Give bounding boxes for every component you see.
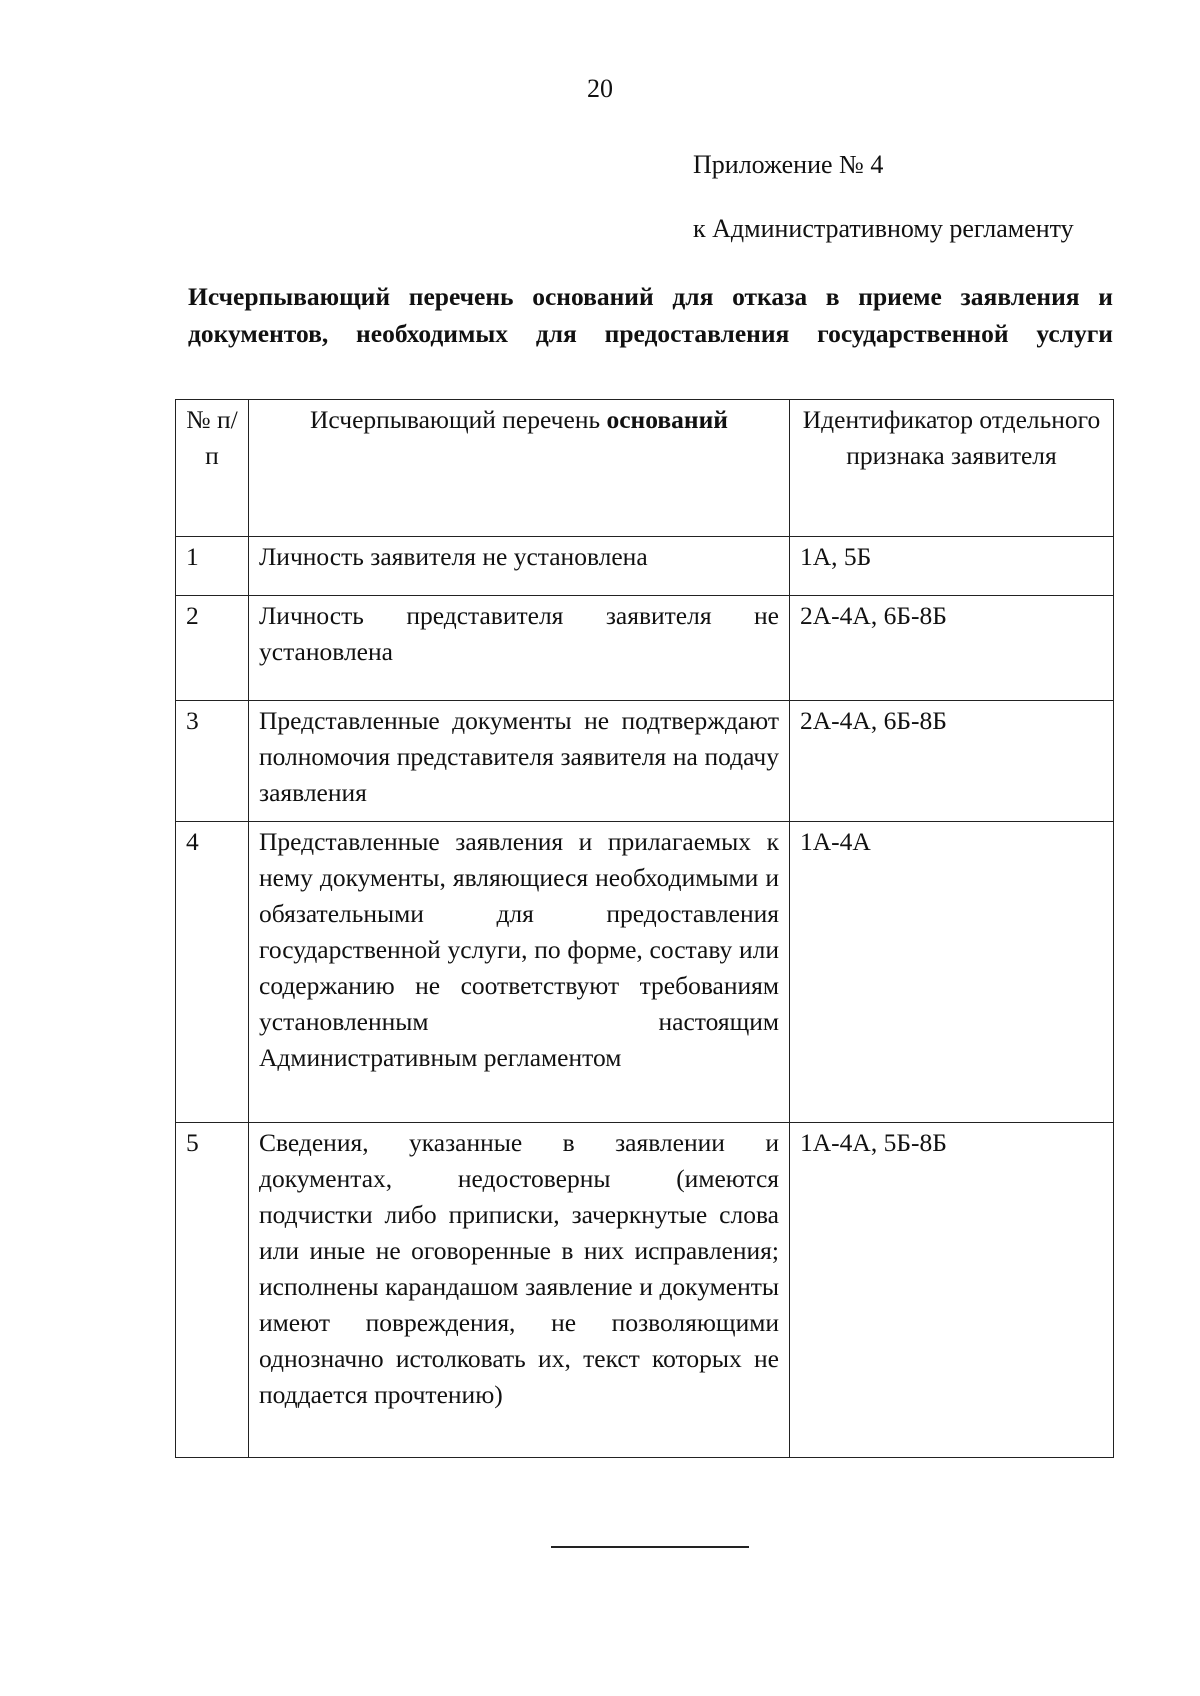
row-ground: Представленные заявления и прилагаемых к нему документы, являющиеся необходимыми и обязательными для предоставления государственной услуги, по форме, составу или содержанию не соответствуют требованиям установленным настоящим Административным регламентом <box>249 822 790 1123</box>
end-separator-line <box>551 1546 749 1548</box>
table-header-row <box>176 400 1114 537</box>
document-title: Исчерпывающий перечень оснований для отказа в приеме заявления и документов, необходимых для предоставления государственной услуги <box>188 282 1113 348</box>
row-ground: Личность заявителя не установлена <box>249 537 790 596</box>
header-ground-prefix: Исчерпывающий перечень <box>310 405 607 434</box>
row-number: 1 <box>176 537 249 596</box>
appendix-label: Приложение № 4 <box>693 150 884 179</box>
header-identifier: Идентификатор отдельного признака заявителя <box>790 400 1114 537</box>
row-identifier: 2А-4А, 6Б-8Б <box>790 701 1114 822</box>
table-row <box>176 822 1114 1123</box>
header-number: № п/п <box>176 400 249 537</box>
header-ground <box>249 400 790 537</box>
table-row <box>176 701 1114 822</box>
row-ground: Представленные документы не подтверждают полномочия представителя заявителя на подачу заявления <box>249 701 790 822</box>
grounds-table <box>175 399 1114 1458</box>
row-identifier: 1А-4А <box>790 822 1114 1123</box>
header-ground-bold: оснований <box>606 405 728 434</box>
row-number: 4 <box>176 822 249 1123</box>
appendix-reference: к Административному регламенту <box>693 214 1074 243</box>
page-number: 20 <box>587 74 613 103</box>
row-identifier: 1А-4А, 5Б-8Б <box>790 1123 1114 1458</box>
row-ground: Сведения, указанные в заявлении и документах, недостоверны (имеются подчистки либо приписки, зачеркнутые слова или иные не оговоренные в них исправления; исполнены карандашом заявление и документы имеют повреждения, не позволяющими однозначно истолковать их, текст которых не поддается прочтению) <box>249 1123 790 1458</box>
row-number: 2 <box>176 596 249 701</box>
row-identifier: 1А, 5Б <box>790 537 1114 596</box>
row-number: 5 <box>176 1123 249 1458</box>
row-identifier: 2А-4А, 6Б-8Б <box>790 596 1114 701</box>
table-row <box>176 537 1114 596</box>
table-row <box>176 596 1114 701</box>
grounds-table-container <box>175 399 1113 1458</box>
row-number: 3 <box>176 701 249 822</box>
row-ground: Личность представителя заявителя не установлена <box>249 596 790 701</box>
table-row <box>176 1123 1114 1458</box>
